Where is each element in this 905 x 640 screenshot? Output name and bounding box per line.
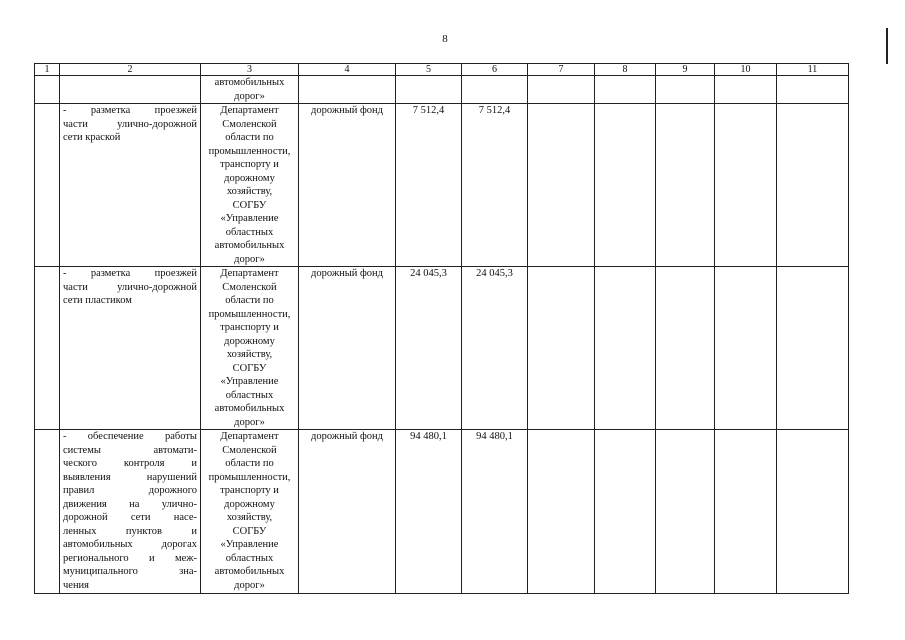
- cell-col7: [528, 76, 595, 104]
- measure-name-line: системы автомати-: [63, 444, 197, 456]
- cell-col10: [715, 76, 777, 104]
- cell-col8: [595, 430, 656, 594]
- cell-col11: [777, 76, 849, 104]
- cell-col8: [595, 267, 656, 430]
- measure-name-line: части улично-дорожной: [63, 281, 197, 293]
- column-number: 10: [715, 64, 777, 76]
- table-row-continuation: [35, 76, 849, 104]
- column-numbers-row: [35, 64, 849, 76]
- cell-col1: [35, 104, 60, 267]
- funding-source-cell: дорожный фонд: [299, 430, 396, 594]
- measure-name-line: ленных пунктов и: [63, 525, 197, 537]
- cell-col9: [656, 104, 715, 267]
- column-number: 9: [656, 64, 715, 76]
- measure-name-line: ческого контроля и: [63, 458, 197, 469]
- cell-col4: [299, 76, 396, 104]
- measure-name-cell: [60, 430, 201, 594]
- cell-col7: [528, 267, 595, 430]
- measure-name-line: - обеспечение работы: [63, 431, 197, 442]
- column-number: 6: [462, 64, 528, 76]
- measure-name-line: выявления нарушений: [63, 471, 197, 483]
- column-number: 3: [201, 64, 299, 76]
- budget-table: [34, 63, 849, 594]
- cell-col9: [656, 430, 715, 594]
- funding-source-cell: дорожный фонд: [299, 267, 396, 430]
- amount-col6-cell: 94 480,1: [462, 430, 528, 594]
- measure-name-line: - разметка проезжей: [63, 105, 197, 116]
- column-number: 4: [299, 64, 396, 76]
- scan-edge-mark: [886, 28, 888, 64]
- measure-name-line: автомобильных дорогах: [63, 539, 197, 550]
- page-number: 8: [442, 33, 448, 45]
- amount-col5-cell: 94 480,1: [396, 430, 462, 594]
- cell-col7: [528, 104, 595, 267]
- amount-col6-cell: 7 512,4: [462, 104, 528, 267]
- column-number: 8: [595, 64, 656, 76]
- column-number: 11: [777, 64, 849, 76]
- amount-col5-cell: 7 512,4: [396, 104, 462, 267]
- table-row: [35, 430, 849, 594]
- cell-col1: [35, 267, 60, 430]
- measure-name-cell: [60, 267, 201, 430]
- cell-col7: [528, 430, 595, 594]
- measure-name-line: движения на улично-: [63, 498, 197, 510]
- cell-col5: [396, 76, 462, 104]
- measure-name-line: сети пластиком: [63, 295, 132, 306]
- cell-col10: [715, 430, 777, 594]
- cell-col8: [595, 76, 656, 104]
- amount-col6-cell: 24 045,3: [462, 267, 528, 430]
- cell-col1: [35, 76, 60, 104]
- measure-name-cell: [60, 104, 201, 267]
- column-number: 1: [35, 64, 60, 76]
- cell-col11: [777, 104, 849, 267]
- cell-col10: [715, 267, 777, 430]
- cell-col6: [462, 76, 528, 104]
- cell-col1: [35, 430, 60, 594]
- cell-col2: [60, 76, 201, 104]
- measure-name-line: сети краской: [63, 132, 121, 143]
- executor-cell: Департамент Смоленской области по промышленности, транспорту и дорожному хозяйству, СОГБУ «Управление областных автомобильных дорог»: [201, 104, 299, 267]
- cell-col9: [656, 76, 715, 104]
- executor-cell-continued: автомобильных дорог»: [201, 76, 299, 104]
- cell-col8: [595, 104, 656, 267]
- funding-source-cell: дорожный фонд: [299, 104, 396, 267]
- column-number: 5: [396, 64, 462, 76]
- table-row: [35, 267, 849, 430]
- column-number: 7: [528, 64, 595, 76]
- table-row: [35, 104, 849, 267]
- cell-col11: [777, 267, 849, 430]
- measure-name-line: части улично-дорожной: [63, 118, 197, 130]
- measure-name-line: регионального и меж-: [63, 552, 197, 564]
- measure-name-line: правил дорожного: [63, 485, 197, 496]
- measure-name-line: чения: [63, 579, 90, 591]
- executor-cell: Департамент Смоленской области по промышленности, транспорту и дорожному хозяйству, СОГБУ «Управление областных автомобильных дорог»: [201, 267, 299, 430]
- measure-name-line: - разметка проезжей: [63, 268, 197, 279]
- executor-cell: Департамент Смоленской области по промышленности, транспорту и дорожному хозяйству, СОГБУ «Управление областных автомобильных дорог»: [201, 430, 299, 594]
- amount-col5-cell: 24 045,3: [396, 267, 462, 430]
- cell-col9: [656, 267, 715, 430]
- measure-name-line: муниципального зна-: [63, 566, 197, 577]
- measure-name-line: дорожной сети насе-: [63, 512, 197, 523]
- cell-col10: [715, 104, 777, 267]
- column-number: 2: [60, 64, 201, 76]
- cell-col11: [777, 430, 849, 594]
